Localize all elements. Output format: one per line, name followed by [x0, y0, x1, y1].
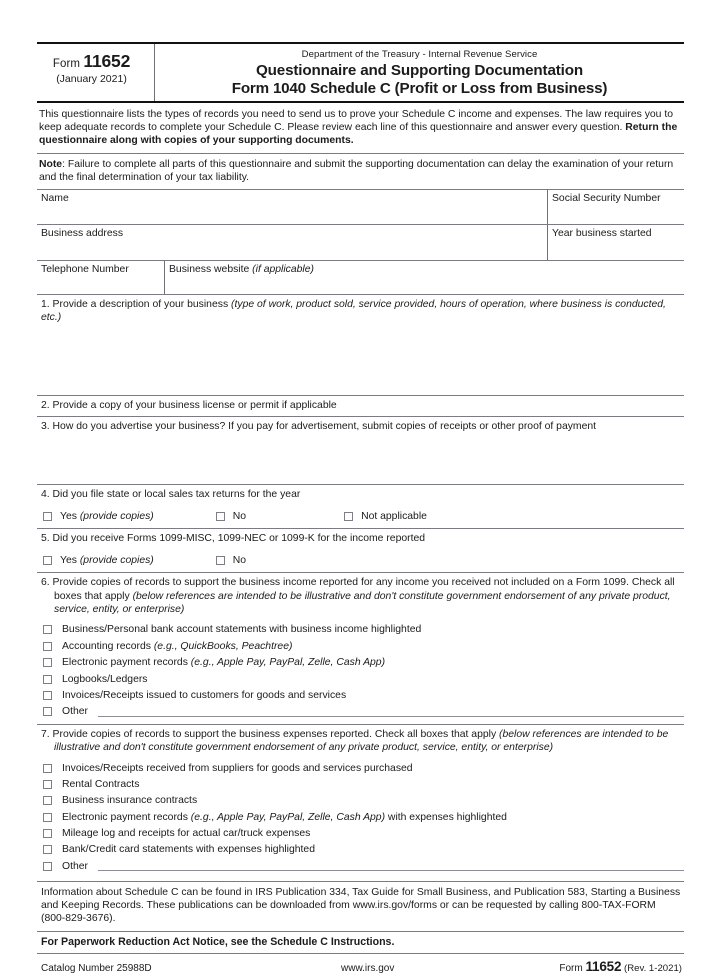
checkbox-q4-not-applicable[interactable]: [344, 512, 353, 521]
question-7-text: 7. Provide copies of records to support the business expenses reported. Check all boxes that apply: [41, 729, 500, 741]
question-1-text: 1. Provide a description of your business: [41, 299, 232, 311]
checkbox-q7-item-6-label: Bank/Credit card statements with expenses highlighted: [62, 844, 315, 856]
note-label: Note: [39, 158, 63, 170]
list-item[interactable]: [43, 793, 684, 809]
question-3-text: 3. How do you advertise your business? If you pay for advertisement, submit copies of receipts or other proof of payment: [41, 421, 597, 433]
checkbox-q6-item-3[interactable]: [43, 658, 52, 667]
list-item[interactable]: [43, 760, 684, 776]
question-7: [37, 725, 684, 758]
name-label: Name: [41, 193, 69, 205]
checkbox-q7-item-3-label: Business insurance contracts: [62, 795, 198, 807]
note-paragraph: [37, 154, 684, 189]
checkbox-q6-item-4-label: Logbooks/Ledgers: [62, 673, 148, 685]
address-year-row: [37, 225, 684, 260]
question-6-italic: (below references are intended to be illustrative and don't constitute government endorsement of any private product, service, entity, or enterprise): [54, 590, 671, 616]
checkbox-q6-item-3-label: Electronic payment records (e.g., Apple Pay, PayPal, Zelle, Cash App): [62, 657, 386, 669]
checkbox-q5-yes[interactable]: [43, 556, 52, 565]
question-6-checklist: [37, 620, 684, 722]
business-address-label: Business address: [41, 228, 124, 240]
ssn-label: Social Security Number: [552, 193, 661, 205]
question-3-answer-area[interactable]: [37, 438, 684, 484]
list-item[interactable]: [43, 842, 684, 858]
footer-form-number: Form 11652 (Rev. 1-2021): [559, 958, 682, 974]
year-started-field[interactable]: [548, 225, 684, 260]
checkbox-q4-not-applicable-label: Not applicable: [361, 510, 427, 522]
year-started-label: Year business started: [552, 228, 652, 240]
checkbox-q7-item-other-label: Other: [62, 860, 88, 872]
list-item[interactable]: [43, 825, 684, 841]
list-item[interactable]: [43, 654, 684, 670]
name-field[interactable]: [37, 190, 548, 224]
question-5: [37, 529, 684, 549]
checkbox-q6-item-1[interactable]: [43, 625, 52, 634]
checkbox-q7-item-2[interactable]: [43, 780, 52, 789]
checkbox-q6-item-4[interactable]: [43, 675, 52, 684]
form-number-line: [37, 51, 146, 72]
checkbox-q7-item-3[interactable]: [43, 796, 52, 805]
question-2: [37, 396, 684, 416]
checkbox-q6-item-5-label: Invoices/Receipts issued to customers for goods and services: [62, 689, 347, 701]
checkbox-q7-item-5-label: Mileage log and receipts for actual car/truck expenses: [62, 828, 311, 840]
question-4-options: [37, 507, 684, 525]
checkbox-q7-item-other[interactable]: [43, 862, 52, 871]
form-label: Form: [52, 58, 81, 70]
question-1: [37, 295, 684, 329]
checkbox-q4-yes[interactable]: [43, 512, 52, 521]
question-6-other-input-line[interactable]: [98, 707, 684, 717]
intro-text: This questionnaire lists the types of records you need to send us to prove your Schedule C income and expenses. The law requires you to keep adequate records to complete your Schedule C. Please review each line of this questionnaire and answer every question.: [39, 109, 673, 134]
list-item[interactable]: [43, 776, 684, 792]
intro-paragraph: [37, 103, 684, 153]
question-1-answer-area[interactable]: [37, 329, 684, 395]
question-6-text: 6. Provide copies of records to support the business income reported for any income you received not included on a Form 1099. Check all boxes that apply: [41, 577, 675, 602]
checkbox-q5-no-label: No: [232, 554, 247, 566]
irs-form-11652: [37, 42, 684, 974]
intro-bold-sentence: Return the questionnaire along with copies of your supporting documents.: [39, 122, 678, 147]
form-header: [37, 44, 684, 101]
business-address-field[interactable]: [37, 225, 548, 260]
question-2-text: 2. Provide a copy of your business license or permit if applicable: [41, 399, 337, 411]
list-item[interactable]: [43, 622, 684, 638]
note-text: : Failure to complete all parts of this questionnaire and submit the supporting documentation can delay the examination of your return and the final determination of your tax liability.: [39, 158, 674, 183]
checkbox-q6-item-1-label: Business/Personal bank account statements with business income highlighted: [62, 624, 422, 636]
form-title-line2: Form 1040 Schedule C (Profit or Loss from Business): [231, 80, 608, 97]
website-note: (if applicable): [252, 264, 314, 276]
checkbox-q6-item-5[interactable]: [43, 691, 52, 700]
website-label: Business website: [169, 264, 253, 276]
checkbox-q7-item-1[interactable]: [43, 764, 52, 773]
footer-info: Information about Schedule C can be found in IRS Publication 334, Tax Guide for Small Business, and Publication 583, Starting a Business and Keeping Records. These publications can be downloaded from www.irs.gov/forms or can be requested by calling 800-TAX-FORM (800-829-3676).: [41, 886, 681, 925]
list-item[interactable]: [43, 809, 684, 825]
form-number: 11652: [83, 51, 131, 71]
ssn-field[interactable]: [548, 190, 684, 224]
question-4: [37, 485, 684, 505]
question-6: [37, 573, 684, 619]
telephone-website-row: [37, 261, 684, 294]
checkbox-q7-item-2-label: Rental Contracts: [62, 778, 140, 790]
list-item[interactable]: [43, 687, 684, 703]
catalog-number: Catalog Number 25988D: [41, 962, 152, 974]
form-number-block: [37, 44, 155, 101]
question-7-checklist: [37, 758, 684, 877]
telephone-label: Telephone Number: [41, 264, 129, 276]
checkbox-q6-item-2[interactable]: [43, 642, 52, 651]
checkbox-q5-no[interactable]: [216, 556, 225, 565]
form-title-line1: Questionnaire and Supporting Documentation: [256, 62, 583, 79]
question-4-text: 4. Did you file state or local sales tax returns for the year: [41, 488, 301, 500]
form-date: (January 2021): [56, 73, 127, 85]
footer-row: [37, 954, 684, 974]
checkbox-q5-yes-label: Yes (provide copies): [60, 554, 154, 566]
irs-url: www.irs.gov: [341, 962, 395, 974]
checkbox-q4-no-label: No: [232, 510, 247, 522]
checkbox-q7-item-5[interactable]: [43, 829, 52, 838]
question-7-other-input-line[interactable]: [98, 861, 684, 871]
checkbox-q6-item-other-label: Other: [62, 706, 88, 718]
list-item[interactable]: [43, 671, 684, 687]
checkbox-q6-item-other[interactable]: [43, 707, 52, 716]
telephone-field[interactable]: [37, 261, 165, 294]
question-5-text: 5. Did you receive Forms 1099-MISC, 1099-NEC or 1099-K for the income reported: [41, 533, 426, 545]
checkbox-q4-no[interactable]: [216, 512, 225, 521]
list-item[interactable]: [43, 638, 684, 654]
question-3: [37, 417, 684, 437]
agency-line: Department of the Treasury - Internal Revenue Service: [301, 49, 538, 60]
name-ssn-row: [37, 190, 684, 224]
checkbox-q4-yes-label: Yes (provide copies): [60, 510, 154, 522]
checkbox-q6-item-2-label: Accounting records (e.g., QuickBooks, Peachtree): [62, 640, 293, 652]
list-item[interactable]: [43, 858, 684, 874]
question-5-options: [37, 551, 684, 569]
paperwork-notice: For Paperwork Reduction Act Notice, see the Schedule C Instructions.: [41, 935, 395, 948]
form-title-block: [155, 44, 684, 101]
checkbox-q7-item-6[interactable]: [43, 845, 52, 854]
website-field[interactable]: [165, 261, 684, 294]
question-1-italic: (type of work, product sold, service provided, hours of operation, where business is conducted, etc.): [41, 299, 666, 324]
list-item[interactable]: [43, 704, 684, 720]
checkbox-q7-item-1-label: Invoices/Receipts received from suppliers for goods and services purchased: [62, 762, 413, 774]
checkbox-q7-item-4[interactable]: [43, 813, 52, 822]
checkbox-q7-item-4-label: Electronic payment records (e.g., Apple Pay, PayPal, Zelle, Cash App) with expenses highlighted: [62, 811, 507, 823]
question-7-italic: (below references are intended to be illustrative and don't constitute government endorsement of any private product, service, entity, or enterprise): [54, 729, 669, 754]
